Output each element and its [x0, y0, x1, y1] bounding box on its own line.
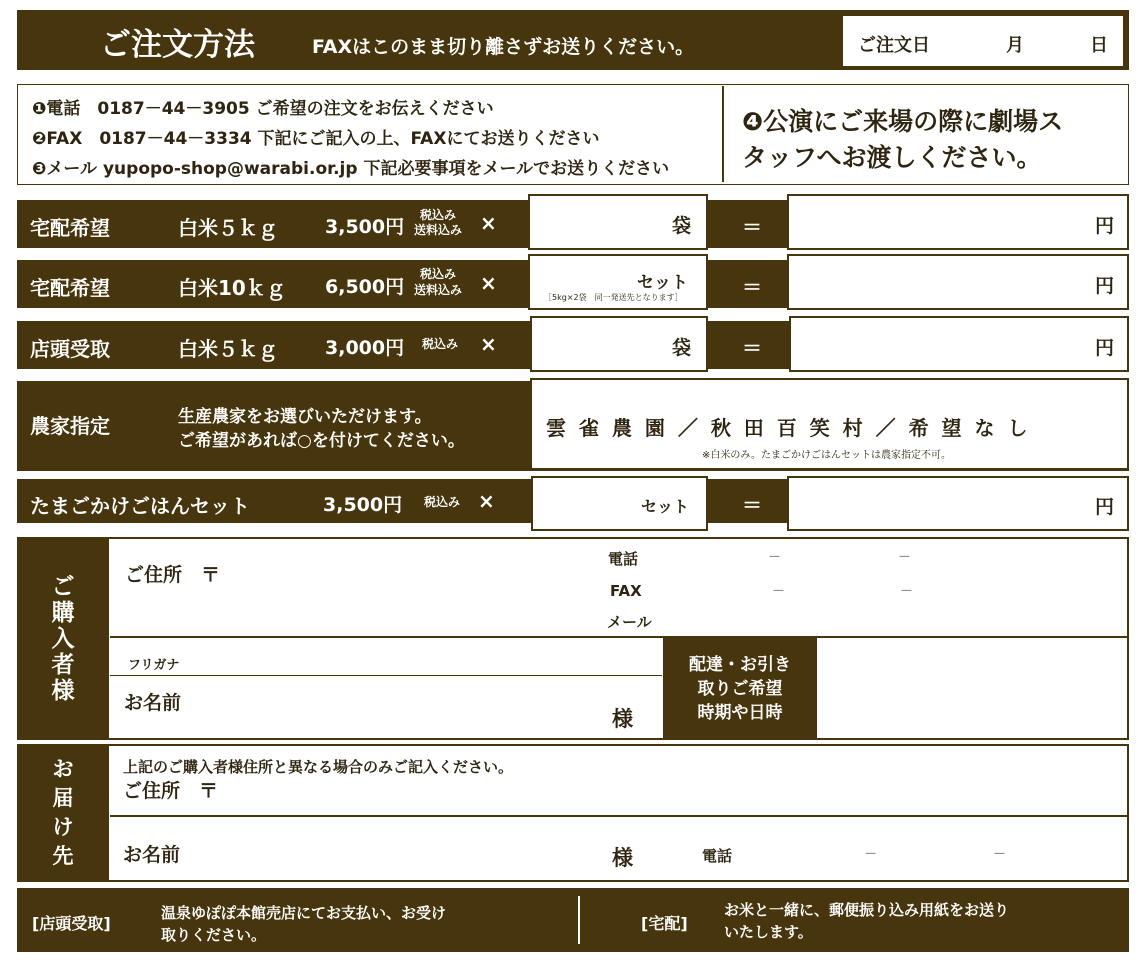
unit-label: セット: [641, 497, 690, 516]
amount-field[interactable]: [787, 194, 1129, 250]
multiply-sign: ×: [480, 271, 497, 295]
equals-sign: ＝: [742, 493, 762, 517]
order-month-label: 月: [1006, 35, 1024, 56]
dest-label-char: お: [52, 757, 74, 781]
farm-desc-line1: 生産農家をお選びいただけます。: [178, 407, 432, 427]
destination-note: 上記のご購入者様住所と異なる場合のみご記入ください。: [123, 758, 514, 776]
shipping-note: 送料込み: [414, 283, 463, 297]
product-name: たまごかけごはんセット: [30, 494, 250, 518]
buyer-mail-label: メール: [607, 613, 652, 631]
buyer-furigana-label: フリガナ: [128, 658, 180, 673]
delivery-label-line: 時期や日時: [697, 702, 783, 723]
method-venue-line2: タッフへお渡しください。: [742, 143, 1042, 172]
unit-label: 袋: [672, 215, 692, 237]
method-mail: ❸メール yupopo-shop@warabi.or.jp 下記必要事項をメールでお送りください: [32, 159, 670, 179]
dest-name-label: お名前: [123, 844, 181, 866]
yen-label: 円: [1095, 496, 1115, 518]
product-name: 白米５ｋｇ: [178, 216, 278, 240]
product-name: 白米５ｋｇ: [178, 337, 278, 361]
buyer-address-label: ご住所 〒: [125, 564, 221, 586]
delivery-label-line: 配達・お引き: [689, 654, 791, 675]
phone-dash: －: [898, 550, 912, 565]
dest-label-char: け: [52, 815, 74, 839]
dest-address-field[interactable]: [110, 775, 1127, 815]
page-subtitle: FAXはこのまま切り離さずお送りください。: [312, 36, 695, 58]
order-day-label: 日: [1090, 35, 1108, 56]
footer-store-text-line2: 取りください。: [161, 926, 267, 944]
footer-delivery-text-line2: いたします。: [724, 923, 813, 941]
shipping-note: 送料込み: [414, 223, 463, 237]
page-title: ご注文方法: [100, 27, 255, 63]
order-date-label: ご注文日: [858, 35, 930, 56]
buyer-label-char: 入: [51, 625, 75, 652]
methods-divider: [722, 86, 724, 182]
yen-label: 円: [1095, 275, 1115, 297]
unit-note: ［5kg×2袋 同一発送先となります］: [544, 293, 683, 302]
amount-field[interactable]: [789, 316, 1129, 372]
dest-label-char: 先: [52, 844, 74, 868]
buyer-fax-label: FAX: [610, 582, 642, 600]
destination-label-column: [17, 744, 109, 882]
buyer-label-column: [17, 537, 109, 740]
tax-note: 税込み: [424, 495, 461, 509]
fax-dash: －: [772, 584, 786, 599]
dest-sama-label: 様: [612, 846, 633, 870]
tax-note: 税込み: [420, 267, 457, 281]
product-name: 白米10ｋｇ: [178, 276, 286, 300]
dest-phone-dash: －: [993, 847, 1007, 862]
product-price: 6,500円: [325, 276, 405, 298]
buyer-sama-label: 様: [612, 707, 633, 731]
delivery-time-label: [663, 637, 817, 740]
product-type: 宅配希望: [30, 216, 110, 240]
dest-phone-dash: －: [864, 847, 878, 862]
buyer-label-char: ご: [51, 573, 75, 600]
buyer-label-char: 購: [51, 599, 75, 626]
equals-sign: ＝: [742, 275, 762, 299]
buyer-name-field[interactable]: [110, 676, 662, 738]
footer-delivery-label: [宅配]: [641, 914, 688, 933]
equals-sign: ＝: [742, 336, 762, 360]
method-fax: ❷FAX 0187－44－3334 下記にご記入の上、FAXにてお送りください: [32, 129, 600, 149]
unit-label: セット: [637, 273, 688, 293]
multiply-sign: ×: [478, 489, 495, 513]
footer-divider: [578, 896, 580, 944]
dest-phone-label: 電話: [702, 847, 733, 865]
phone-dash: －: [768, 550, 782, 565]
product-type: 店頭受取: [30, 337, 110, 361]
buyer-label-char: 者: [51, 651, 75, 678]
footer-store-text-line1: 温泉ゆぽぽ本館売店にてお支払い、お受け: [161, 904, 447, 922]
farm-options[interactable]: 雲 雀 農 園 ／ 秋 田 百 笑 村 ／ 希 望 な し: [546, 416, 1031, 440]
multiply-sign: ×: [480, 332, 497, 356]
farm-label: 農家指定: [30, 414, 110, 438]
product-price: 3,000円: [325, 337, 405, 359]
delivery-label-line: 取りご希望: [697, 678, 783, 699]
tax-note: 税込み: [422, 337, 459, 351]
delivery-time-field[interactable]: [818, 638, 1127, 738]
amount-field[interactable]: [787, 476, 1129, 531]
equals-sign: ＝: [742, 215, 762, 239]
unit-label: 袋: [672, 337, 692, 359]
tax-note: 税込み: [420, 208, 457, 222]
amount-field[interactable]: [787, 254, 1129, 310]
method-venue-line1: ❹公演にご来場の際に劇場ス: [742, 107, 1064, 136]
buyer-name-label: お名前: [124, 692, 182, 714]
footer-store-label: [店頭受取]: [32, 914, 111, 933]
fax-dash: －: [900, 584, 914, 599]
buyer-label-char: 様: [51, 677, 75, 704]
footer-delivery-text-line1: お米と一緒に、郵便振り込み用紙をお送り: [724, 901, 1010, 919]
buyer-phone-label: 電話: [608, 550, 639, 568]
multiply-sign: ×: [480, 211, 497, 235]
product-price: 3,500円: [325, 216, 405, 238]
dest-address-label: ご住所 〒: [123, 780, 219, 802]
yen-label: 円: [1095, 215, 1115, 237]
method-phone: ❶電話 0187－44－3905 ご希望の注文をお伝えください: [32, 99, 494, 119]
yen-label: 円: [1095, 337, 1115, 359]
farm-desc-line2: ご希望があれば○を付けてください。: [178, 431, 465, 451]
farm-note: ※白米のみ。たまごかけごはんセットは農家指定不可。: [702, 450, 951, 461]
product-price: 3,500円: [323, 494, 403, 516]
dest-label-char: 届: [52, 786, 74, 810]
product-type: 宅配希望: [30, 276, 110, 300]
